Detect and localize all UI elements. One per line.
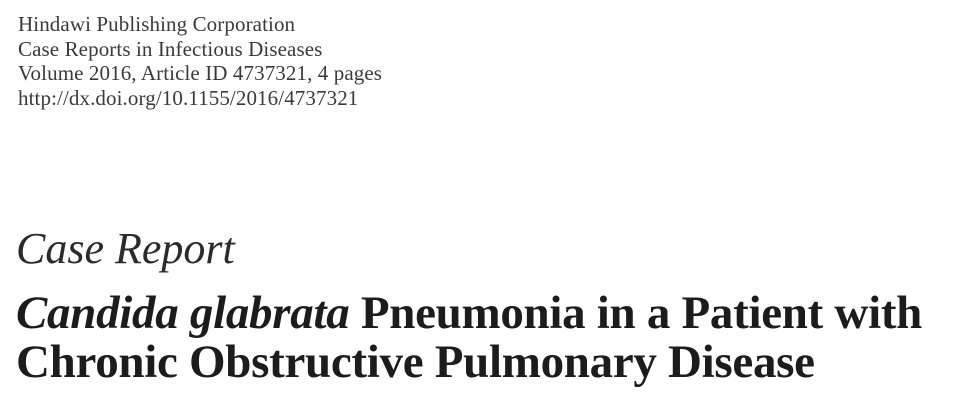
- journal-name: Case Reports in Infectious Diseases: [18, 36, 323, 61]
- article-title: [16, 289, 922, 387]
- title-line2: Chronic Obstructive Pulmonary Disease: [16, 336, 815, 388]
- volume-info: Volume 2016, Article ID 4737321, 4 pages: [18, 61, 383, 86]
- title-line1-rest: Pneumonia in a Patient with: [349, 287, 923, 339]
- species-name-italic: Candida glabrata: [16, 287, 350, 339]
- article-type-heading: Case Report: [16, 224, 235, 273]
- publisher-name: Hindawi Publishing Corporation: [18, 12, 296, 36]
- publication-header: [18, 12, 382, 110]
- doi-link[interactable]: http://dx.doi.org/10.1155/2016/4737321: [18, 85, 359, 110]
